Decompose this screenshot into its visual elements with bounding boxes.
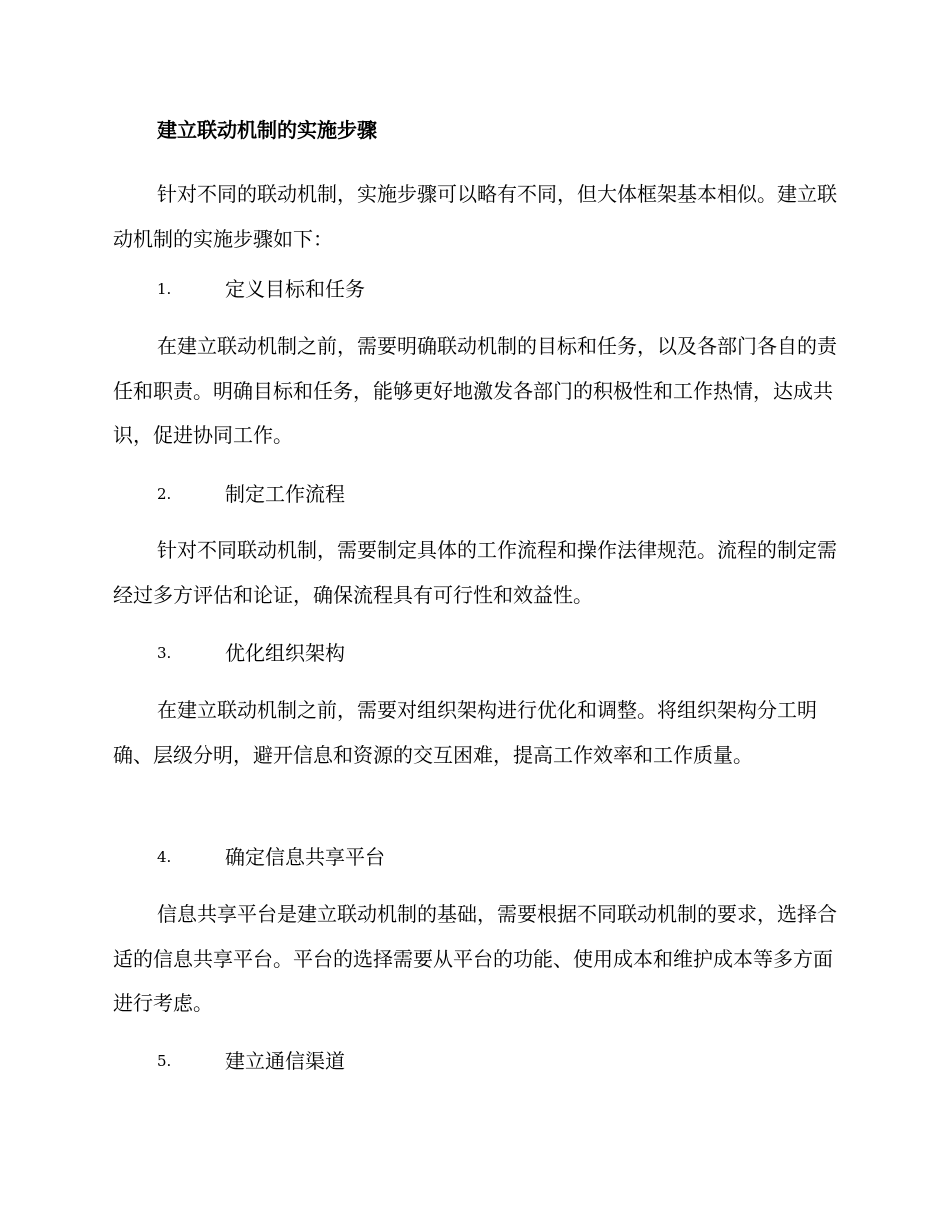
document-title: 建立联动机制的实施步骤 bbox=[157, 118, 377, 142]
step-number: 3. bbox=[157, 644, 172, 662]
step-title: 建立通信渠道 bbox=[225, 1049, 345, 1073]
step-number: 5. bbox=[157, 1052, 172, 1070]
step-number: 4. bbox=[157, 848, 172, 866]
step-title: 确定信息共享平台 bbox=[225, 845, 385, 869]
intro-paragraph: 针对不同的联动机制，实施步骤可以略有不同，但大体框架基本相似。建立联动机制的实施步骤如下： bbox=[113, 182, 837, 251]
step-title: 优化组织架构 bbox=[225, 641, 345, 665]
step-body-3: 在建立联动机制之前，需要对组织架构进行优化和调整。将组织架构分工明确、层级分明，避开信息和资源的交互困难，提高工作效率和工作质量。 bbox=[113, 698, 817, 767]
step-body-4: 信息共享平台是建立联动机制的基础，需要根据不同联动机制的要求，选择合适的信息共享平台。平台的选择需要从平台的功能、使用成本和维护成本等多方面进行考虑。 bbox=[113, 902, 837, 1015]
step-number: 1. bbox=[157, 280, 172, 298]
step-number: 2. bbox=[157, 485, 172, 503]
step-title: 定义目标和任务 bbox=[225, 277, 365, 301]
step-body-2: 针对不同联动机制，需要制定具体的工作流程和操作法律规范。流程的制定需经过多方评估和论证，确保流程具有可行性和效益性。 bbox=[113, 538, 837, 607]
step-body-1: 在建立联动机制之前，需要明确联动机制的目标和任务，以及各部门各自的责任和职责。明确目标和任务，能够更好地激发各部门的积极性和工作热情，达成共识，促进协同工作。 bbox=[113, 334, 837, 447]
step-title: 制定工作流程 bbox=[225, 482, 345, 506]
